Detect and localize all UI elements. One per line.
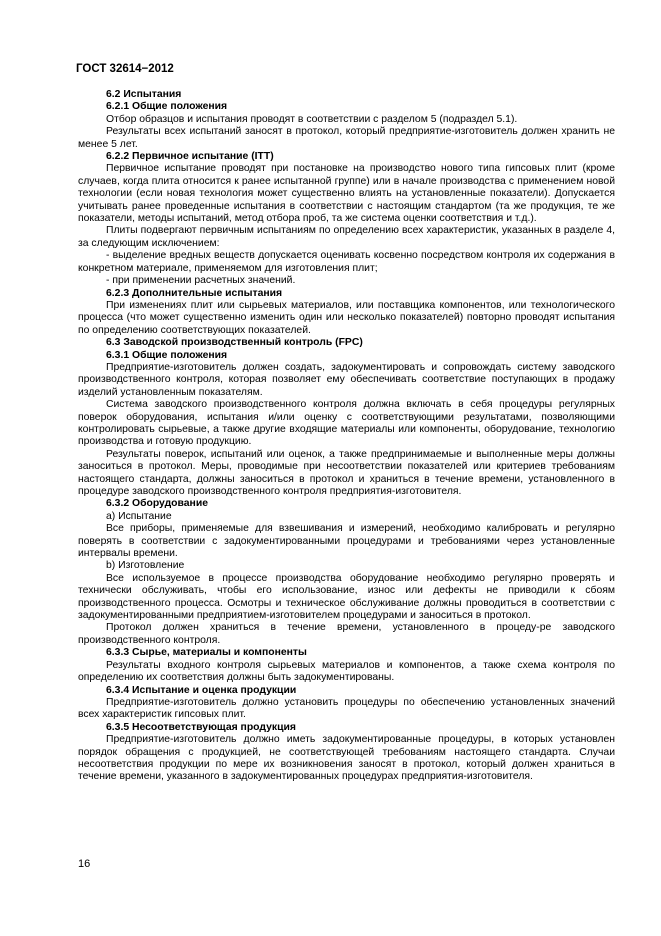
paragraph: Предприятие-изготовитель должен создать, задокументировать и сопровождать систему заводского производственного контроля, которая позволяет ему обеспечивать соответствие поступающих в продажу изделий установленным показателям. — [78, 361, 615, 398]
paragraph: Предприятие-изготовитель должно установить процедуры по обеспечению установленных значений всех характеристик гипсовых плит. — [78, 696, 615, 721]
section-heading: 6.3 Заводской производственный контроль (FPC) — [106, 337, 363, 349]
document-header: ГОСТ 32614−2012 — [76, 63, 174, 75]
paragraph: - при применении расчетных значений. — [106, 275, 296, 287]
paragraph: Предприятие-изготовитель должно иметь задокументированные процедуры, в которых установлен порядок обращения с продукцией, не соответствующей требованиям настоящего стандарта. Случаи несоответствия продукции по мере их возникновения заносят в протокол, который должен храниться в течение времени, указанного в задокументированных процедурах предприятия-изготовителя. — [78, 734, 615, 783]
paragraph: - выделение вредных веществ допускается оценивать косвенно посредством контроля их содержания в конкретном материале, применяемом для изготовления плит; — [78, 250, 615, 274]
section-heading: 6.3.3 Сырье, материалы и компоненты — [106, 647, 307, 659]
paragraph: Результаты поверок, испытаний или оценок, а также предпринимаемые и выполненные меры должны заноситься в протокол. Меры, проводимые при несоответствии показателей или критериев требованиям настоящего стандарта, должны заноситься в протокол и храниться в течение времени, установленного в процедуре заводского производственного контроля предприятия-изготовителя. — [78, 448, 615, 497]
paragraph: При изменениях плит или сырьевых материалов, или поставщика компонентов, или технологического процесса (что может существенно изменить один или несколько показателей) повторно проводят испытания по определению соответствующих показателей. — [78, 299, 615, 336]
section-heading: 6.2.2 Первичное испытание (ITT) — [106, 151, 274, 163]
section-heading: 6.3.4 Испытание и оценка продукции — [106, 684, 297, 696]
section-heading: 6.3.5 Несоответствующая продукция — [106, 721, 296, 733]
section-heading: 6.3.2 Оборудование — [106, 498, 208, 510]
section-heading: 6.2.3 Дополнительные испытания — [106, 287, 283, 299]
paragraph: Все приборы, применяемые для взвешивания и измерений, необходимо калибровать и регулярно поверять в соответствии с задокументированными процедурами и требованиями через установленные интервалы времени. — [78, 523, 615, 560]
page-number: 16 — [78, 858, 91, 870]
paragraph: Первичное испытание проводят при постановке на производство нового типа гипсовых плит (кроме случаев, когда плита относится к ранее испытанной группе) или в начале производства с применением новой технологии (если новая технология может существенно влиять на установленные показатели). Допускается учитывать ранее проведенные испытания в соответствии с настоящим стандартом (та же продукция, те же показатели, методы испытаний, метод отбора проб, та же система оценки соответствия и т.д.). — [78, 163, 615, 225]
paragraph: Отбор образцов и испытания проводят в соответствии с разделом 5 (подраздел 5.1). — [106, 113, 518, 125]
section-heading: 6.2.1 Общие положения — [106, 101, 228, 113]
section-heading: 6.3.1 Общие положения — [106, 349, 228, 361]
paragraph: Результаты входного контроля сырьевых материалов и компонентов, а также схема контроля по определению их соответствия должны быть задокументированы. — [78, 659, 615, 684]
paragraph: Система заводского производственного контроля должна включать в себя процедуры регулярных поверок оборудования, испытания и/или оценку с соответствующими результатами, позволяющими контролировать сырьевые, а также другие входящие материалы или компоненты, оборудование, технологию производства и готовую продукцию. — [78, 399, 615, 448]
paragraph: Протокол должен храниться в течение времени, установленного в процеду-ре заводского производственного контроля. — [78, 622, 615, 646]
paragraph: Плиты подвергают первичным испытаниям по определению всех характеристик, указанных в разделе 4, за следующим исключением: — [78, 225, 615, 249]
paragraph: Все используемое в процессе производства оборудование необходимо регулярно проверять и технически обслуживать, чтобы его использование, износ или дефекты не приводили к сбоям производственного процесса. Осмотры и техническое обслуживание должны проводиться в соответствии с задокументированными предприятием-изготовителем процедурами и заноситься в протокол. — [78, 572, 615, 622]
document-body — [78, 89, 615, 784]
paragraph: b) Изготовление — [106, 560, 185, 572]
paragraph: Результаты всех испытаний заносят в протокол, который предприятие-изготовитель должен хранить не менее 5 лет. — [78, 126, 615, 150]
section-heading: 6.2 Испытания — [106, 89, 182, 100]
paragraph: а) Испытание — [106, 510, 172, 522]
